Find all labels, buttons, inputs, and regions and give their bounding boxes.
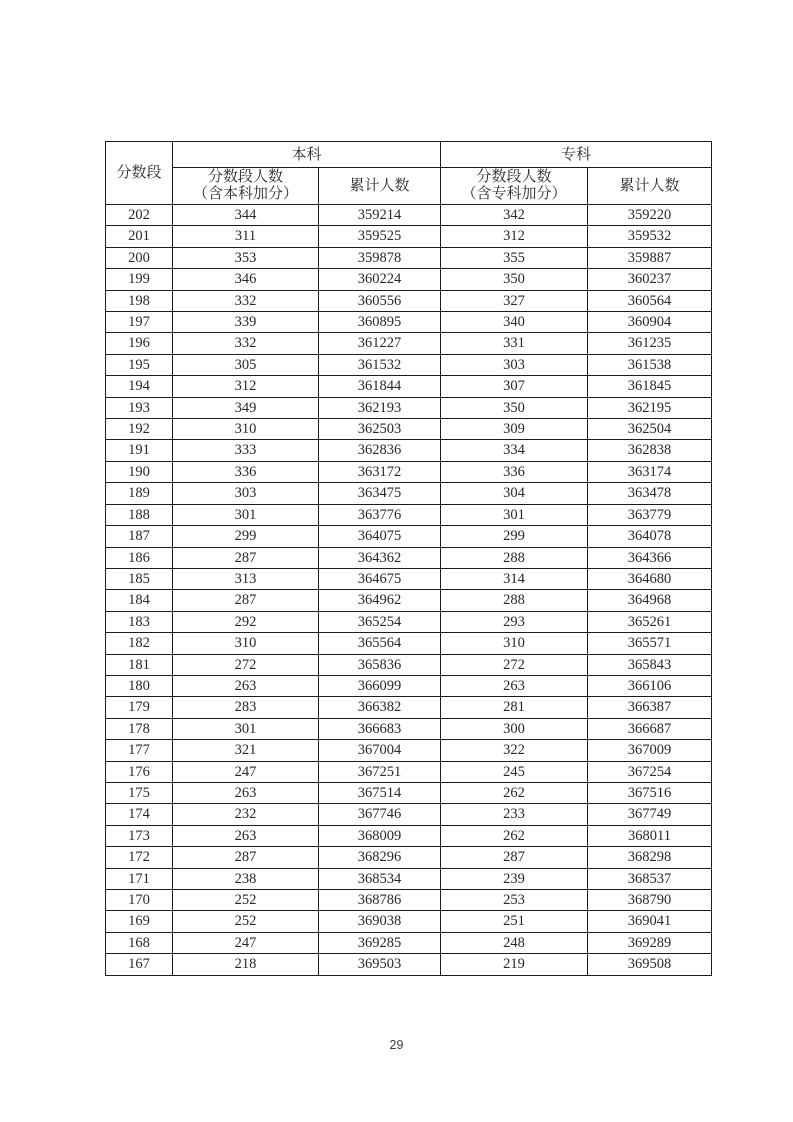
- cell-college-count: 322: [441, 740, 588, 761]
- cell-score-segment: 197: [106, 312, 173, 333]
- cell-college-cumulative: 364078: [588, 526, 712, 547]
- header-college-segment-count-line2: （含专科加分）: [461, 186, 567, 202]
- cell-college-cumulative: 360237: [588, 269, 712, 290]
- cell-score-segment: 176: [106, 761, 173, 782]
- table-row: [106, 718, 712, 739]
- cell-college-count: 272: [441, 654, 588, 675]
- cell-undergrad-cumulative: 368786: [319, 890, 441, 911]
- cell-college-cumulative: 368790: [588, 890, 712, 911]
- score-distribution-table: [105, 141, 712, 976]
- cell-undergrad-count: 299: [173, 526, 319, 547]
- table-row: [106, 675, 712, 696]
- cell-undergrad-cumulative: 361227: [319, 333, 441, 354]
- cell-undergrad-count: 332: [173, 290, 319, 311]
- cell-college-count: 312: [441, 226, 588, 247]
- cell-college-cumulative: 365261: [588, 611, 712, 632]
- table-row: [106, 890, 712, 911]
- cell-score-segment: 168: [106, 932, 173, 953]
- cell-college-count: 314: [441, 568, 588, 589]
- cell-score-segment: 169: [106, 911, 173, 932]
- table-row: [106, 526, 712, 547]
- cell-college-count: 331: [441, 333, 588, 354]
- cell-undergrad-cumulative: 365564: [319, 633, 441, 654]
- cell-score-segment: 179: [106, 697, 173, 718]
- cell-college-count: 355: [441, 247, 588, 268]
- header-undergrad-segment-count-line1: 分数段人数: [207, 169, 283, 185]
- cell-undergrad-count: 353: [173, 247, 319, 268]
- cell-college-count: 350: [441, 269, 588, 290]
- cell-undergrad-cumulative: 367746: [319, 804, 441, 825]
- cell-undergrad-count: 252: [173, 911, 319, 932]
- cell-score-segment: 202: [106, 205, 173, 226]
- table-row: [106, 568, 712, 589]
- cell-undergrad-count: 287: [173, 590, 319, 611]
- cell-undergrad-cumulative: 368009: [319, 825, 441, 846]
- cell-college-cumulative: 368011: [588, 825, 712, 846]
- cell-undergrad-cumulative: 363475: [319, 483, 441, 504]
- cell-score-segment: 177: [106, 740, 173, 761]
- cell-college-count: 239: [441, 868, 588, 889]
- cell-college-cumulative: 361235: [588, 333, 712, 354]
- table-row: [106, 825, 712, 846]
- table-row: [106, 226, 712, 247]
- cell-undergrad-count: 312: [173, 376, 319, 397]
- cell-score-segment: 182: [106, 633, 173, 654]
- table-row: [106, 461, 712, 482]
- cell-score-segment: 192: [106, 419, 173, 440]
- cell-college-cumulative: 362195: [588, 397, 712, 418]
- table-row: [106, 290, 712, 311]
- cell-undergrad-cumulative: 360895: [319, 312, 441, 333]
- table-header-group-row: [106, 142, 712, 168]
- cell-undergrad-count: 283: [173, 697, 319, 718]
- cell-score-segment: 200: [106, 247, 173, 268]
- cell-score-segment: 172: [106, 847, 173, 868]
- cell-score-segment: 184: [106, 590, 173, 611]
- table-header-sub-row: [106, 168, 712, 205]
- cell-undergrad-count: 247: [173, 761, 319, 782]
- cell-score-segment: 167: [106, 954, 173, 975]
- cell-college-count: 309: [441, 419, 588, 440]
- cell-undergrad-count: 218: [173, 954, 319, 975]
- cell-undergrad-count: 321: [173, 740, 319, 761]
- cell-score-segment: 171: [106, 868, 173, 889]
- cell-score-segment: 174: [106, 804, 173, 825]
- cell-college-count: 248: [441, 932, 588, 953]
- cell-college-cumulative: 365571: [588, 633, 712, 654]
- cell-undergrad-count: 310: [173, 633, 319, 654]
- cell-college-cumulative: 362838: [588, 440, 712, 461]
- cell-undergrad-count: 263: [173, 675, 319, 696]
- cell-score-segment: 178: [106, 718, 173, 739]
- cell-undergrad-cumulative: 363776: [319, 504, 441, 525]
- cell-undergrad-cumulative: 366099: [319, 675, 441, 696]
- cell-college-count: 350: [441, 397, 588, 418]
- cell-undergrad-cumulative: 360556: [319, 290, 441, 311]
- cell-college-cumulative: 367516: [588, 782, 712, 803]
- cell-undergrad-cumulative: 359525: [319, 226, 441, 247]
- cell-college-count: 233: [441, 804, 588, 825]
- cell-college-count: 262: [441, 825, 588, 846]
- cell-undergrad-count: 311: [173, 226, 319, 247]
- cell-undergrad-count: 263: [173, 782, 319, 803]
- cell-undergrad-count: 247: [173, 932, 319, 953]
- cell-undergrad-count: 349: [173, 397, 319, 418]
- cell-college-cumulative: 364366: [588, 547, 712, 568]
- cell-undergrad-count: 310: [173, 419, 319, 440]
- cell-undergrad-cumulative: 369038: [319, 911, 441, 932]
- table-row: [106, 419, 712, 440]
- table-row: [106, 590, 712, 611]
- cell-undergrad-cumulative: 360224: [319, 269, 441, 290]
- table-row: [106, 312, 712, 333]
- cell-undergrad-cumulative: 362503: [319, 419, 441, 440]
- cell-college-count: 263: [441, 675, 588, 696]
- cell-college-count: 300: [441, 718, 588, 739]
- cell-undergrad-count: 252: [173, 890, 319, 911]
- table-row: [106, 954, 712, 975]
- cell-undergrad-cumulative: 364362: [319, 547, 441, 568]
- cell-undergrad-count: 238: [173, 868, 319, 889]
- table-row: [106, 697, 712, 718]
- cell-undergrad-count: 344: [173, 205, 319, 226]
- header-college-segment-count: [441, 168, 588, 205]
- table-row: [106, 761, 712, 782]
- cell-undergrad-cumulative: 367004: [319, 740, 441, 761]
- cell-college-cumulative: 364968: [588, 590, 712, 611]
- cell-score-segment: 191: [106, 440, 173, 461]
- cell-undergrad-cumulative: 361532: [319, 354, 441, 375]
- cell-college-cumulative: 359220: [588, 205, 712, 226]
- table-row: [106, 269, 712, 290]
- cell-undergrad-count: 339: [173, 312, 319, 333]
- cell-undergrad-cumulative: 362836: [319, 440, 441, 461]
- table-row: [106, 804, 712, 825]
- cell-undergrad-cumulative: 367514: [319, 782, 441, 803]
- cell-score-segment: 201: [106, 226, 173, 247]
- cell-undergrad-cumulative: 366683: [319, 718, 441, 739]
- table-row: [106, 847, 712, 868]
- cell-undergrad-count: 301: [173, 718, 319, 739]
- cell-undergrad-cumulative: 366382: [319, 697, 441, 718]
- cell-undergrad-count: 292: [173, 611, 319, 632]
- cell-undergrad-cumulative: 364075: [319, 526, 441, 547]
- cell-college-cumulative: 363779: [588, 504, 712, 525]
- cell-undergrad-count: 272: [173, 654, 319, 675]
- cell-undergrad-cumulative: 368534: [319, 868, 441, 889]
- cell-college-count: 342: [441, 205, 588, 226]
- cell-undergrad-cumulative: 364675: [319, 568, 441, 589]
- cell-undergrad-cumulative: 369503: [319, 954, 441, 975]
- cell-score-segment: 175: [106, 782, 173, 803]
- header-undergrad-segment-count: [173, 168, 319, 205]
- cell-undergrad-count: 336: [173, 461, 319, 482]
- cell-college-count: 340: [441, 312, 588, 333]
- cell-score-segment: 195: [106, 354, 173, 375]
- table-row: [106, 440, 712, 461]
- cell-undergrad-cumulative: 368296: [319, 847, 441, 868]
- cell-college-cumulative: 369508: [588, 954, 712, 975]
- cell-score-segment: 190: [106, 461, 173, 482]
- cell-college-cumulative: 366387: [588, 697, 712, 718]
- cell-undergrad-count: 332: [173, 333, 319, 354]
- table-row: [106, 483, 712, 504]
- cell-score-segment: 180: [106, 675, 173, 696]
- cell-score-segment: 187: [106, 526, 173, 547]
- cell-college-cumulative: 363478: [588, 483, 712, 504]
- cell-score-segment: 181: [106, 654, 173, 675]
- cell-undergrad-count: 305: [173, 354, 319, 375]
- cell-undergrad-cumulative: 359214: [319, 205, 441, 226]
- cell-college-count: 219: [441, 954, 588, 975]
- cell-score-segment: 185: [106, 568, 173, 589]
- cell-college-count: 301: [441, 504, 588, 525]
- table-row: [106, 911, 712, 932]
- cell-college-count: 303: [441, 354, 588, 375]
- header-college-group: 专科: [441, 142, 712, 168]
- cell-undergrad-count: 303: [173, 483, 319, 504]
- cell-undergrad-cumulative: 365254: [319, 611, 441, 632]
- cell-undergrad-count: 313: [173, 568, 319, 589]
- cell-score-segment: 188: [106, 504, 173, 525]
- table-row: [106, 932, 712, 953]
- cell-score-segment: 199: [106, 269, 173, 290]
- cell-undergrad-count: 346: [173, 269, 319, 290]
- cell-score-segment: 193: [106, 397, 173, 418]
- cell-college-count: 307: [441, 376, 588, 397]
- cell-undergrad-count: 301: [173, 504, 319, 525]
- table-row: [106, 547, 712, 568]
- cell-score-segment: 183: [106, 611, 173, 632]
- cell-college-count: 293: [441, 611, 588, 632]
- table-row: [106, 504, 712, 525]
- cell-college-count: 287: [441, 847, 588, 868]
- cell-undergrad-count: 287: [173, 847, 319, 868]
- cell-college-count: 251: [441, 911, 588, 932]
- cell-college-cumulative: 368537: [588, 868, 712, 889]
- cell-college-count: 334: [441, 440, 588, 461]
- cell-college-count: 299: [441, 526, 588, 547]
- cell-score-segment: 194: [106, 376, 173, 397]
- cell-college-count: 327: [441, 290, 588, 311]
- cell-undergrad-count: 333: [173, 440, 319, 461]
- cell-college-cumulative: 363174: [588, 461, 712, 482]
- cell-college-count: 253: [441, 890, 588, 911]
- cell-undergrad-count: 232: [173, 804, 319, 825]
- score-table-body: [106, 205, 712, 976]
- cell-college-count: 304: [441, 483, 588, 504]
- cell-score-segment: 173: [106, 825, 173, 846]
- table-row: [106, 782, 712, 803]
- cell-college-cumulative: 368298: [588, 847, 712, 868]
- cell-undergrad-cumulative: 364962: [319, 590, 441, 611]
- cell-college-count: 262: [441, 782, 588, 803]
- table-row: [106, 333, 712, 354]
- table-row: [106, 397, 712, 418]
- cell-college-cumulative: 366106: [588, 675, 712, 696]
- table-row: [106, 247, 712, 268]
- cell-college-cumulative: 366687: [588, 718, 712, 739]
- table-row: [106, 654, 712, 675]
- header-undergraduate-group: 本科: [173, 142, 441, 168]
- cell-college-cumulative: 364680: [588, 568, 712, 589]
- cell-college-cumulative: 369289: [588, 932, 712, 953]
- cell-college-cumulative: 365843: [588, 654, 712, 675]
- cell-score-segment: 189: [106, 483, 173, 504]
- cell-college-count: 281: [441, 697, 588, 718]
- table-row: [106, 740, 712, 761]
- cell-undergrad-cumulative: 361844: [319, 376, 441, 397]
- cell-undergrad-cumulative: 369285: [319, 932, 441, 953]
- cell-college-cumulative: 367009: [588, 740, 712, 761]
- cell-college-cumulative: 359532: [588, 226, 712, 247]
- cell-college-cumulative: 361845: [588, 376, 712, 397]
- cell-college-count: 245: [441, 761, 588, 782]
- cell-score-segment: 198: [106, 290, 173, 311]
- header-undergrad-segment-count-line2: （含本科加分）: [192, 186, 298, 202]
- cell-score-segment: 186: [106, 547, 173, 568]
- cell-college-cumulative: 367749: [588, 804, 712, 825]
- cell-undergrad-cumulative: 359878: [319, 247, 441, 268]
- cell-college-count: 336: [441, 461, 588, 482]
- cell-college-count: 310: [441, 633, 588, 654]
- table-row: [106, 868, 712, 889]
- cell-college-cumulative: 369041: [588, 911, 712, 932]
- cell-college-cumulative: 361538: [588, 354, 712, 375]
- header-undergrad-cumulative: 累计人数: [319, 168, 441, 205]
- cell-score-segment: 196: [106, 333, 173, 354]
- cell-undergrad-cumulative: 363172: [319, 461, 441, 482]
- cell-undergrad-count: 263: [173, 825, 319, 846]
- header-college-cumulative: 累计人数: [588, 168, 712, 205]
- header-score-segment: 分数段: [106, 142, 173, 205]
- cell-college-cumulative: 362504: [588, 419, 712, 440]
- cell-undergrad-count: 287: [173, 547, 319, 568]
- cell-undergrad-cumulative: 362193: [319, 397, 441, 418]
- cell-undergrad-cumulative: 367251: [319, 761, 441, 782]
- cell-college-count: 288: [441, 590, 588, 611]
- cell-college-cumulative: 359887: [588, 247, 712, 268]
- table-row: [106, 633, 712, 654]
- header-college-segment-count-line1: 分数段人数: [476, 169, 552, 185]
- table-row: [106, 205, 712, 226]
- page-number: 29: [389, 1038, 404, 1052]
- cell-score-segment: 170: [106, 890, 173, 911]
- cell-college-cumulative: 367254: [588, 761, 712, 782]
- table-row: [106, 354, 712, 375]
- cell-college-cumulative: 360904: [588, 312, 712, 333]
- cell-college-cumulative: 360564: [588, 290, 712, 311]
- cell-college-count: 288: [441, 547, 588, 568]
- cell-undergrad-cumulative: 365836: [319, 654, 441, 675]
- table-row: [106, 376, 712, 397]
- table-row: [106, 611, 712, 632]
